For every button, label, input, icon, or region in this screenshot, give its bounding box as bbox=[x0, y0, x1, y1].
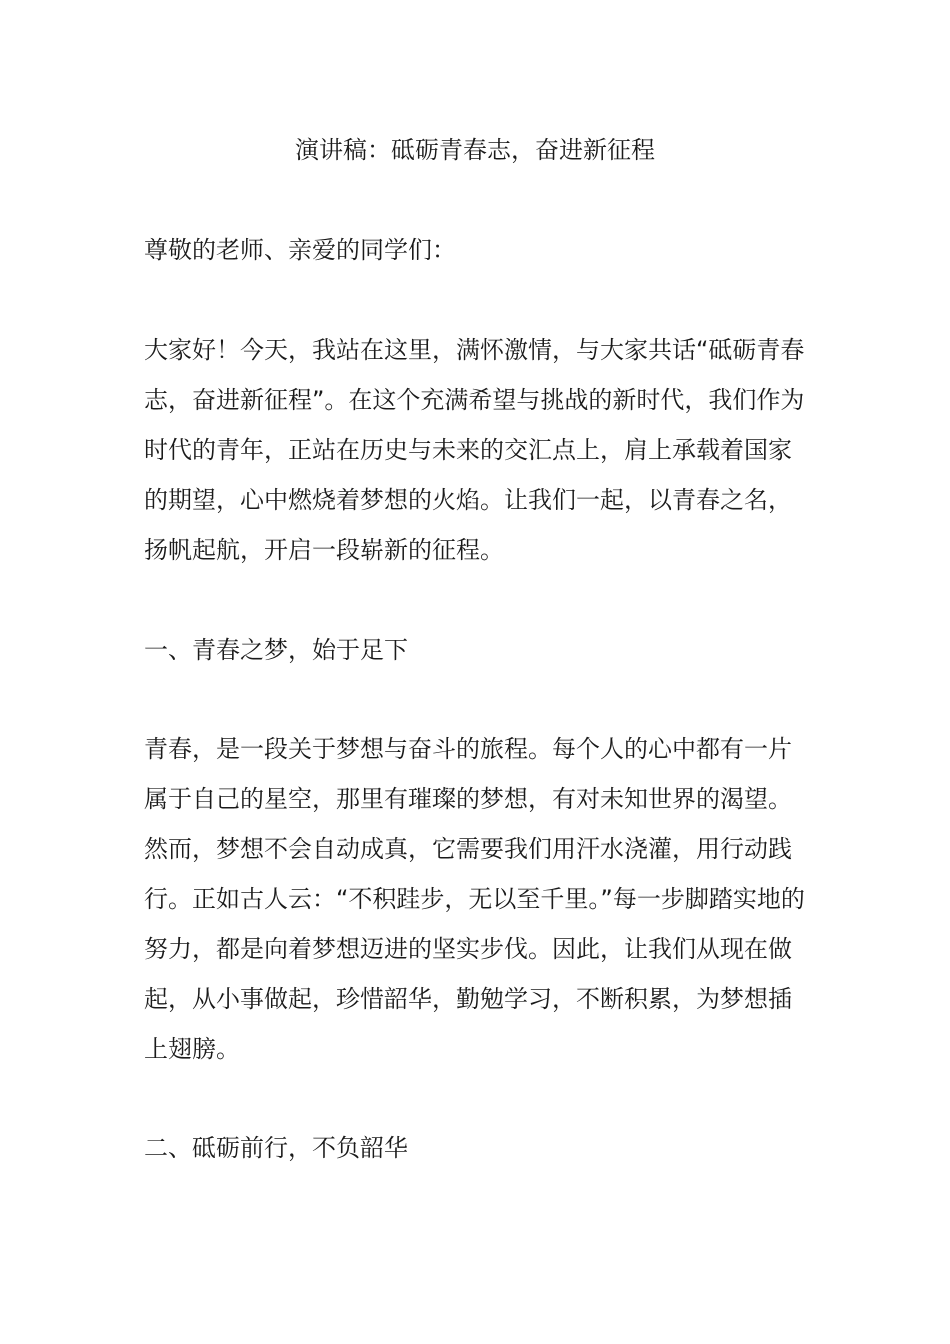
section-heading-1: 一、青春之梦，始于足下 bbox=[144, 636, 408, 664]
section-1-paragraph: 青春，是一段关于梦想与奋斗的旅程。每个人的心中都有一片属于自己的星空，那里有璀璨的梦想，有对未知世界的渴望。然而，梦想不会自动成真，它需要我们用汗水浇灌，用行动践行。正如古人云：“不积跬步，无以至千里。”每一步脚踏实地的努力，都是向着梦想迈进的坚实步伐。因此，让我们从现在做起，从小事做起，珍惜韶华，勤勉学习，不断积累，为梦想插上翅膀。 bbox=[144, 735, 805, 1063]
intro-paragraph: 大家好！今天，我站在这里，满怀激情，与大家共话“砥砺青春志，奋进新征程”。在这个充满希望与挑战的新时代，我们作为时代的青年，正站在历史与未来的交汇点上，肩上承载着国家的期望，心中燃烧着梦想的火焰。让我们一起，以青春之名，扬帆起航，开启一段崭新的征程。 bbox=[144, 336, 805, 564]
document-title: 演讲稿：砥砺青春志，奋进新征程 bbox=[295, 136, 655, 164]
section-heading-2: 二、砥砺前行，不负韶华 bbox=[144, 1134, 408, 1162]
greeting-line: 尊敬的老师、亲爱的同学们： bbox=[144, 236, 456, 264]
